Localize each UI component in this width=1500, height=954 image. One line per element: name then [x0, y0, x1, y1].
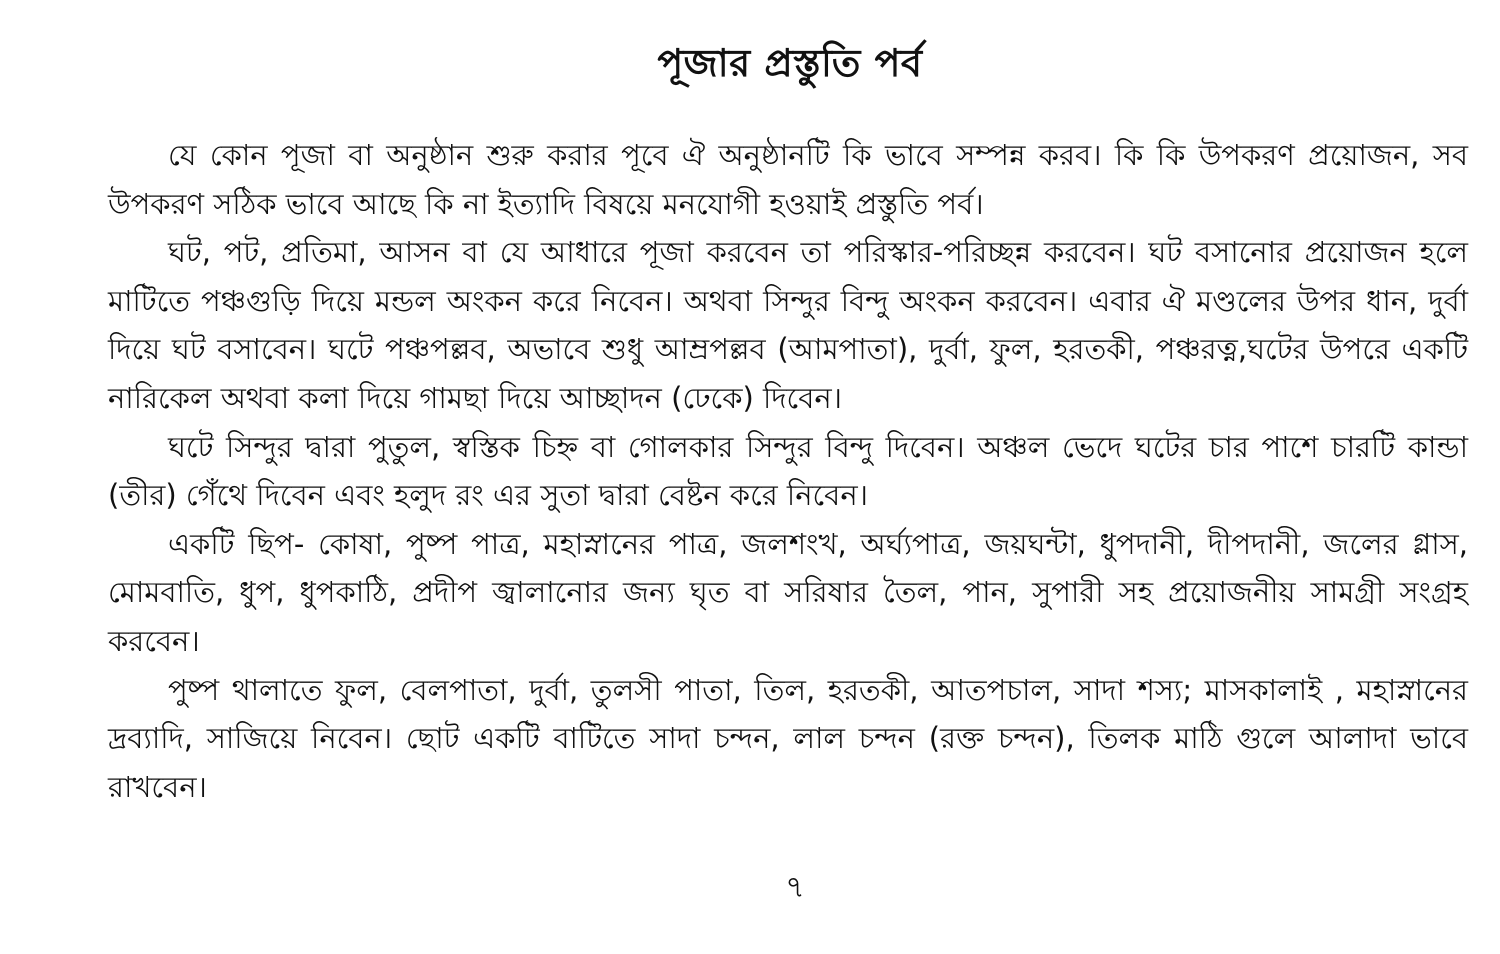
- paragraph-flower-plate: পুষ্প থালাতে ফুল, বেলপাতা, দুর্বা, তুলসী পাতা, তিল, হরতকী, আতপচাল, সাদা শস্য; মাসকালাই , মহাস্নানের দ্রব্যাদি, সাজিয়ে নিবেন। ছোট একটি বাটিতে সাদা চন্দন, লাল চন্দন (রক্ত চন্দন), তিলক মাঠি গুলে আলাদা ভাবে রাখবেন।: [108, 672, 1468, 804]
- paragraph-preparation-intro: যে কোন পূজা বা অনুষ্ঠান শুরু করার পূবে ঐ অনুষ্ঠানটি কি ভাবে সম্পন্ন করব। কি কি উপকরণ প্রয়োজন, সব উপকরণ সঠিক ভাবে আছে কি না ইত্যাদি বিষয়ে মনযোগী হওয়াই প্রস্তুতি পর্ব।: [108, 138, 1468, 221]
- page-title: পূজার প্রস্তুতি পর্ব: [657, 41, 923, 85]
- body-text: [108, 131, 1468, 811]
- paragraph-ghat-setup: ঘট, পট, প্রতিমা, আসন বা যে আধারে পূজা করবেন তা পরিস্কার-পরিচ্ছন্ন করবেন। ঘট বসানোর প্রয়োজন হলে মাটিতে পঞ্চগুড়ি দিয়ে মন্ডল অংকন করে নিবেন। অথবা সিন্দুর বিন্দু অংকন করবেন। এবার ঐ মণ্ডলের উপর ধান, দুর্বা দিয়ে ঘট বসাবেন। ঘটে পঞ্চপল্লব, অভাবে শুধু আম্রপল্লব (আমপাতা), দুর্বা, ফুল, হরতকী, পঞ্চরত্ন,ঘটের উপরে একটি নারিকেল অথবা কলা দিয়ে গামছা দিয়ে আচ্ছাদন (ঢেকে) দিবেন।: [108, 235, 1468, 415]
- paragraph-sindur-marks: ঘটে সিন্দুর দ্বারা পুতুল, স্বস্তিক চিহ্ন বা গোলকার সিন্দুর বিন্দু দিবেন। অঞ্চল ভেদে ঘটের চার পাশে চারটি কান্ডা (তীর) গেঁথে দিবেন এবং হলুদ রং এর সুতা দ্বারা বেষ্টন করে নিবেন।: [108, 429, 1468, 513]
- page-number: ৭: [785, 870, 805, 905]
- paragraph-puja-items: একটি ছিপ- কোষা, পুষ্প পাত্র, মহাস্নানের পাত্র, জলশংখ, অর্ঘ্যপাত্র, জয়ঘন্টা, ধুপদানী, দীপদানী, জলের গ্লাস, মোমবাতি, ধুপ, ধুপকাঠি, প্রদীপ জ্বালানোর জন্য ঘৃত বা সরিষার তৈল, পান, সুপারী সহ প্রয়োজনীয় সামগ্রী সংগ্রহ করবেন।: [108, 526, 1468, 658]
